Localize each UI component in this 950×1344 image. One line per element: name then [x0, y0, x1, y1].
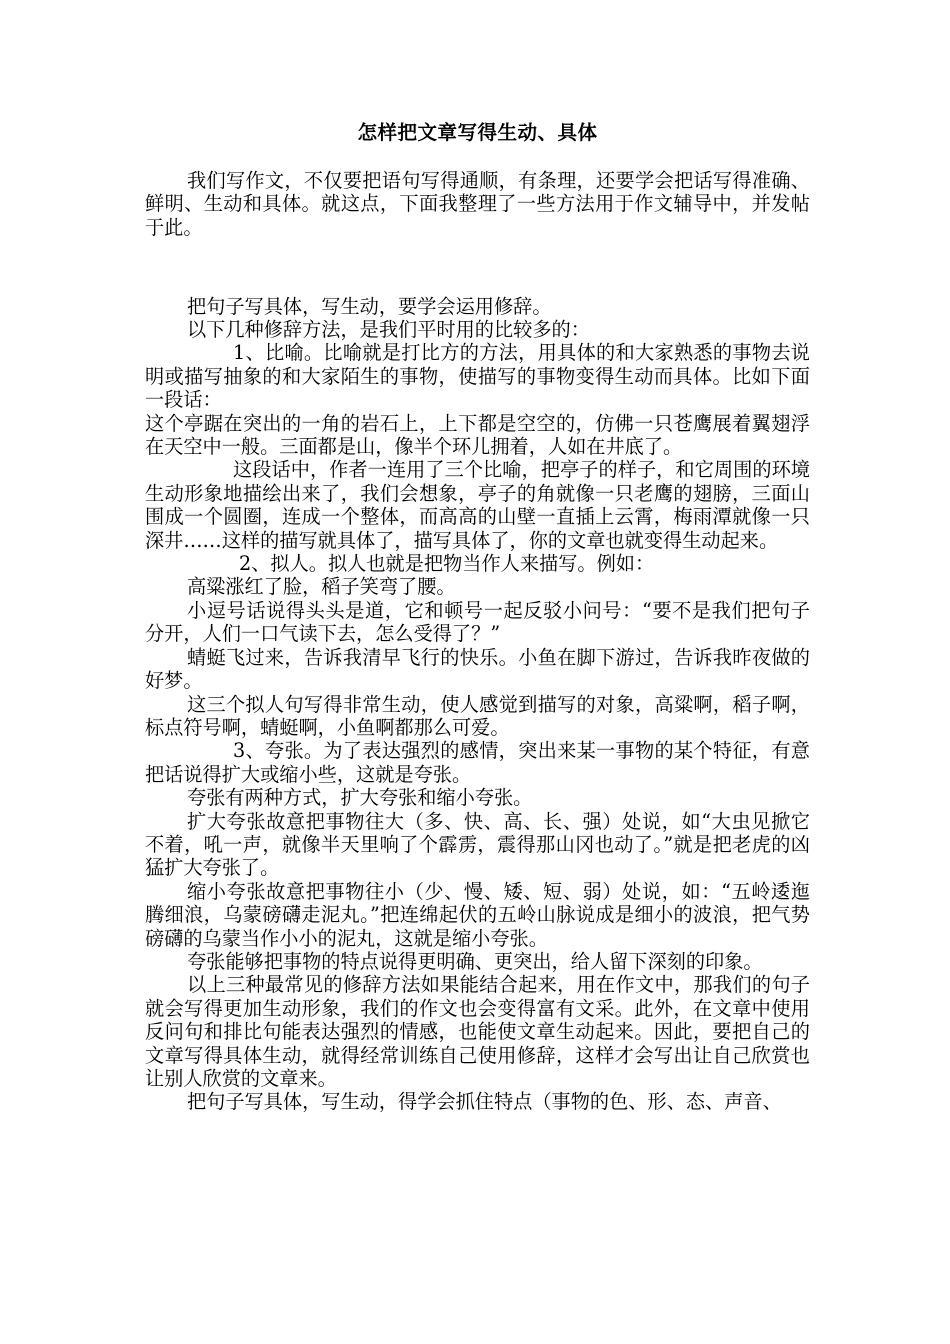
paragraph-spacer	[145, 255, 810, 278]
paragraph: 把句子写具体，写生动，得学会抓住特点（事物的色、形、态、声音、	[187, 1090, 782, 1114]
document-title: 怎样把文章写得生动、具体	[357, 121, 598, 144]
paragraph: 我们写作文，不仅要把语句写得通顺，有条理，还要学会把话写得准确、鲜明、生动和具体。就这点，下面我整理了一些方法用于作文辅导中，并发帖于此。	[145, 169, 810, 239]
paragraph: 蜻蜓飞过来，告诉我清早飞行的快乐。小鱼在脚下游过，告诉我昨夜做的好梦。	[145, 645, 810, 693]
paragraph: 以下几种修辞方法，是我们平时用的比较多的：	[187, 318, 590, 342]
paragraph: 以上三种最常见的修辞方法如果能结合起来，用在作文中，那我们的句子就会写得更加生动形象，我们的作文也会变得富有文采。此外，在文章中使用反问句和排比句能表达强烈的情感，也能使文章生动起来。因此，要把自己的文章写得具体生动，就得经常训练自己使用修辞，这样才会写出让自己欣赏也让别人欣赏的文章来。	[145, 973, 810, 1091]
paragraph: 小逗号话说得头头是道，它和顿号一起反驳小问号：“要不是我们把句子分开，人们一口气读下去，怎么受得了？”	[145, 598, 810, 646]
paragraph: 这段话中，作者一连用了三个比喻，把亭子的样子，和它周围的环境生动形象地描绘出来了，我们会想象，亭子的角就像一只老鹰的翅膀，三面山围成一个圆圈，连成一个整体，而高高的山壁一直插上云霄，梅雨潭就像一只深井……这样的描写就具体了，描写具体了，你的文章也就变得生动起来。	[145, 458, 810, 552]
paragraph: 缩小夸张故意把事物往小（少、慢、矮、短、弱）处说，如：“五岭逶迤腾细浪，乌蒙磅礴走泥丸。”把连绵起伏的五岭山脉说成是细小的波浪，把气势磅礴的乌蒙当作小小的泥丸，这就是缩小夸张。	[145, 879, 810, 950]
paragraph: 1、比喻。比喻就是打比方的方法，用具体的和大家熟悉的事物去说明或描写抽象的和大家陌生的事物，使描写的事物变得生动而具体。比如下面一段话：	[145, 341, 810, 412]
document-page	[145, 120, 810, 1114]
paragraph: 夸张有两种方式，扩大夸张和缩小夸张。	[187, 786, 533, 810]
paragraph: 高粱涨红了脸，稻子笑弯了腰。	[187, 575, 456, 599]
document-body	[145, 169, 810, 1114]
paragraph: 扩大夸张故意把事物往大（多、快、高、长、强）处说，如“大虫见掀它不着，吼一声，就像半天里响了个霹雳，震得那山冈也动了。”就是把老虎的凶猛扩大夸张了。	[145, 809, 810, 880]
paragraph: 把句子写具体，写生动，要学会运用修辞。	[187, 294, 552, 318]
paragraph: 3、夸张。为了表达强烈的感情，突出来某一事物的某个特征，有意把话说得扩大或缩小些，这就是夸张。	[145, 739, 810, 786]
paragraph: 2、拟人。拟人也就是把物当作人来描写。例如：	[239, 552, 655, 576]
paragraph: 这个亭踞在突出的一角的岩石上，上下都是空空的，仿佛一只苍鹰展着翼翅浮在天空中一般。三面都是山，像半个环儿拥着，人如在井底了。	[145, 411, 810, 459]
paragraph: 夸张能够把事物的特点说得更明确、更突出，给人留下深刻的印象。	[187, 949, 763, 973]
paragraph: 这三个拟人句写得非常生动，使人感觉到描写的对象，高粱啊，稻子啊，标点符号啊，蜻蜓啊，小鱼啊都那么可爱。	[145, 692, 810, 739]
